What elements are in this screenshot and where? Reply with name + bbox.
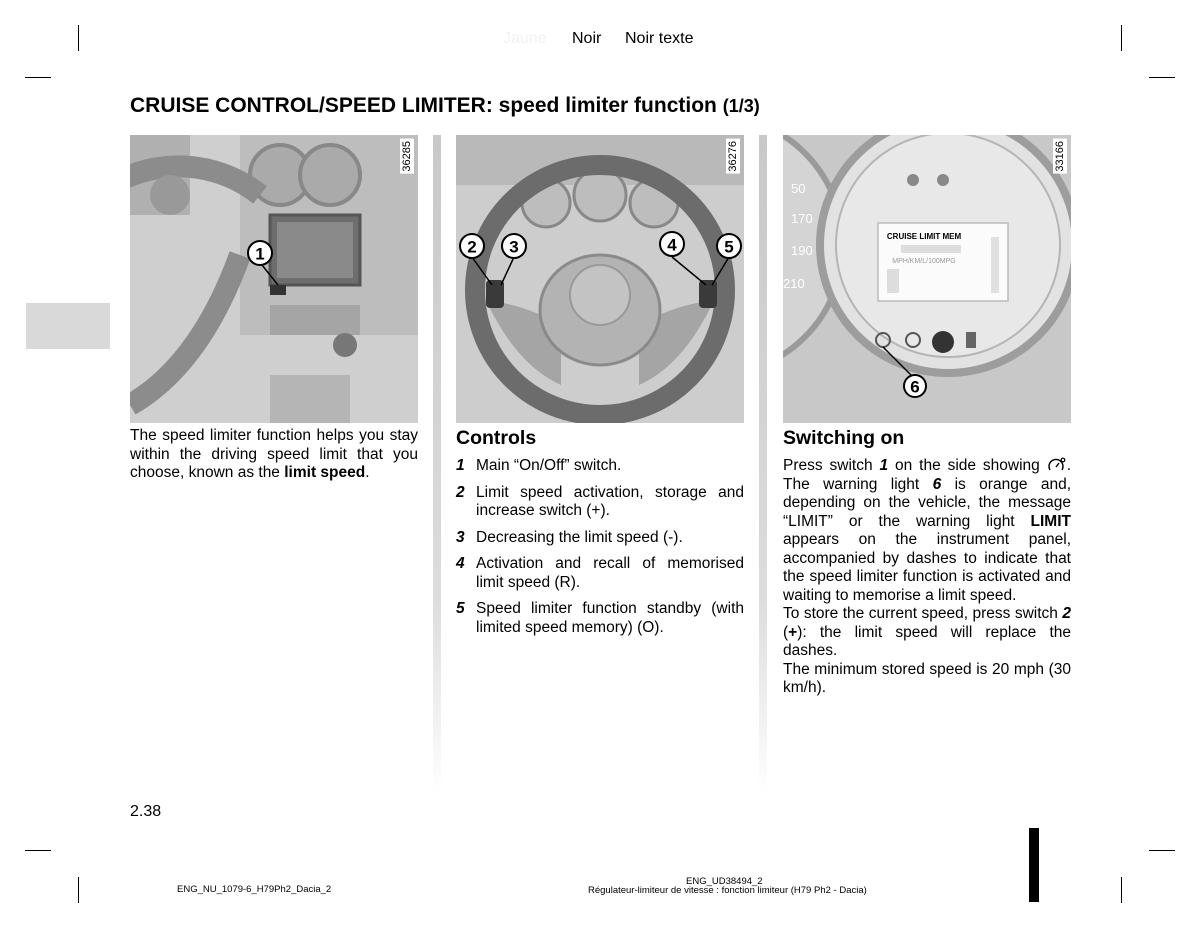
switching-on-heading: Switching on <box>783 427 905 449</box>
column-separator <box>759 135 767 795</box>
text-run: appears on the instrument panel, accompanied by dashes to indicate that the speed limiter function is activated and waiting to memorise a limit speed. <box>783 531 1071 604</box>
speedometer-limit-icon <box>1047 457 1067 473</box>
controls-list <box>456 457 744 637</box>
callout-2-label: 2 <box>467 237 477 257</box>
speed-170: 170 <box>791 211 813 226</box>
item-number: 5 <box>456 600 465 617</box>
list-item <box>456 600 744 637</box>
speed-210: 210 <box>783 276 805 291</box>
display-label: CRUISE LIMIT MEM <box>886 232 962 241</box>
list-item <box>456 529 744 548</box>
item-text: Speed limiter function standby (with limited speed memory) (O). <box>476 600 744 636</box>
crop-mark <box>1149 77 1175 78</box>
controls-heading: Controls <box>456 427 537 449</box>
column-switching-on <box>783 427 1071 698</box>
item-text: Limit speed activation, storage and increase switch (+). <box>476 483 744 519</box>
item-number: 2 <box>456 483 465 501</box>
title-sub: (1/3) <box>722 96 760 116</box>
callout-3-label: 3 <box>509 237 519 257</box>
list-item <box>456 555 744 592</box>
figure-id: 33166 <box>1054 141 1066 172</box>
text-run: To store the current speed, press switch <box>783 605 1063 622</box>
column-controls <box>456 427 744 645</box>
switching-on-paragraph <box>783 457 1071 605</box>
item-number: 3 <box>456 528 465 546</box>
column-separator <box>433 135 441 795</box>
display-units: MPH/KM/L/100MPG <box>892 258 956 265</box>
instrument-panel-illustration <box>783 135 1071 423</box>
crop-mark <box>25 77 51 78</box>
callout-5-label: 5 <box>724 237 734 257</box>
crop-mark <box>1121 877 1122 903</box>
footer-center-1: ENG_UD38494_2 <box>686 876 763 887</box>
item-text: Decreasing the limit speed (-). <box>476 528 683 546</box>
header-noir: Noir <box>572 30 602 47</box>
text-run: ): the limit speed will replace the dashes. <box>783 623 1071 659</box>
header-jaune: Jaune <box>503 30 547 47</box>
minimum-speed-paragraph: The minimum stored speed is 20 mph (30 km/h). <box>783 660 1071 696</box>
crop-mark <box>78 25 79 51</box>
title-main: CRUISE CONTROL/SPEED LIMITER: speed limiter function <box>130 94 723 117</box>
warning-light-ref-6: 6 <box>932 475 942 493</box>
footer-center-2: Régulateur-limiteur de vitesse : fonction limiteur (H79 Ph2 - Dacia) <box>588 885 867 896</box>
switch-ref-2: 2 <box>1062 605 1071 622</box>
callout-6-label: 6 <box>910 377 920 397</box>
page-title <box>130 94 760 118</box>
section-tab <box>26 303 110 349</box>
steering-wheel-illustration <box>456 135 744 423</box>
thumb-index-bar <box>1029 828 1039 902</box>
header-noir-texte: Noir texte <box>625 30 694 47</box>
callout-4-label: 4 <box>667 235 677 255</box>
item-number: 4 <box>456 555 465 572</box>
crop-mark <box>25 850 51 851</box>
dashboard-illustration <box>130 135 418 423</box>
crop-mark <box>78 877 79 903</box>
list-item <box>456 457 744 476</box>
figure-steering-wheel <box>456 135 744 423</box>
column-intro <box>130 427 418 483</box>
item-text: Activation and recall of memorised limit speed (R). <box>476 555 744 591</box>
limit-label: LIMIT <box>1030 512 1071 530</box>
item-number: 1 <box>456 457 465 474</box>
figure-instrument-panel <box>783 135 1071 423</box>
figure-id: 36285 <box>401 141 413 172</box>
figure-id: 36276 <box>727 141 739 172</box>
item-text: Main “On/Off” switch. <box>476 457 622 474</box>
switch-ref-1: 1 <box>879 457 889 474</box>
intro-limit-speed: limit speed <box>284 464 366 481</box>
figure-dashboard <box>130 135 418 423</box>
crop-mark <box>1149 850 1175 851</box>
speed-190: 190 <box>791 243 813 258</box>
footer-left: ENG_NU_1079-6_H79Ph2_Dacia_2 <box>177 884 332 895</box>
intro-period: . <box>365 464 370 481</box>
speed-50: 50 <box>791 181 806 196</box>
callout-1-label: 1 <box>255 244 265 264</box>
plus-sign: + <box>788 623 798 641</box>
text-run: is orange and, depending on the vehicle, the message “LIMIT” or the warning light <box>783 475 1072 530</box>
crop-mark <box>1121 25 1122 51</box>
store-speed-paragraph: To store the current speed, press switch 2 (+): the limit speed will replace the dashes. <box>783 605 1071 659</box>
text-run: Press switch <box>783 457 880 474</box>
intro-text: The speed limiter function helps you stay within the driving speed limit that you choose, known as the <box>130 427 418 481</box>
page-number: 2.38 <box>130 803 162 820</box>
intro-paragraph <box>130 427 418 483</box>
text-run: on the side showing <box>888 457 1047 474</box>
list-item <box>456 484 744 521</box>
text-run: . The warning light <box>783 457 1071 493</box>
